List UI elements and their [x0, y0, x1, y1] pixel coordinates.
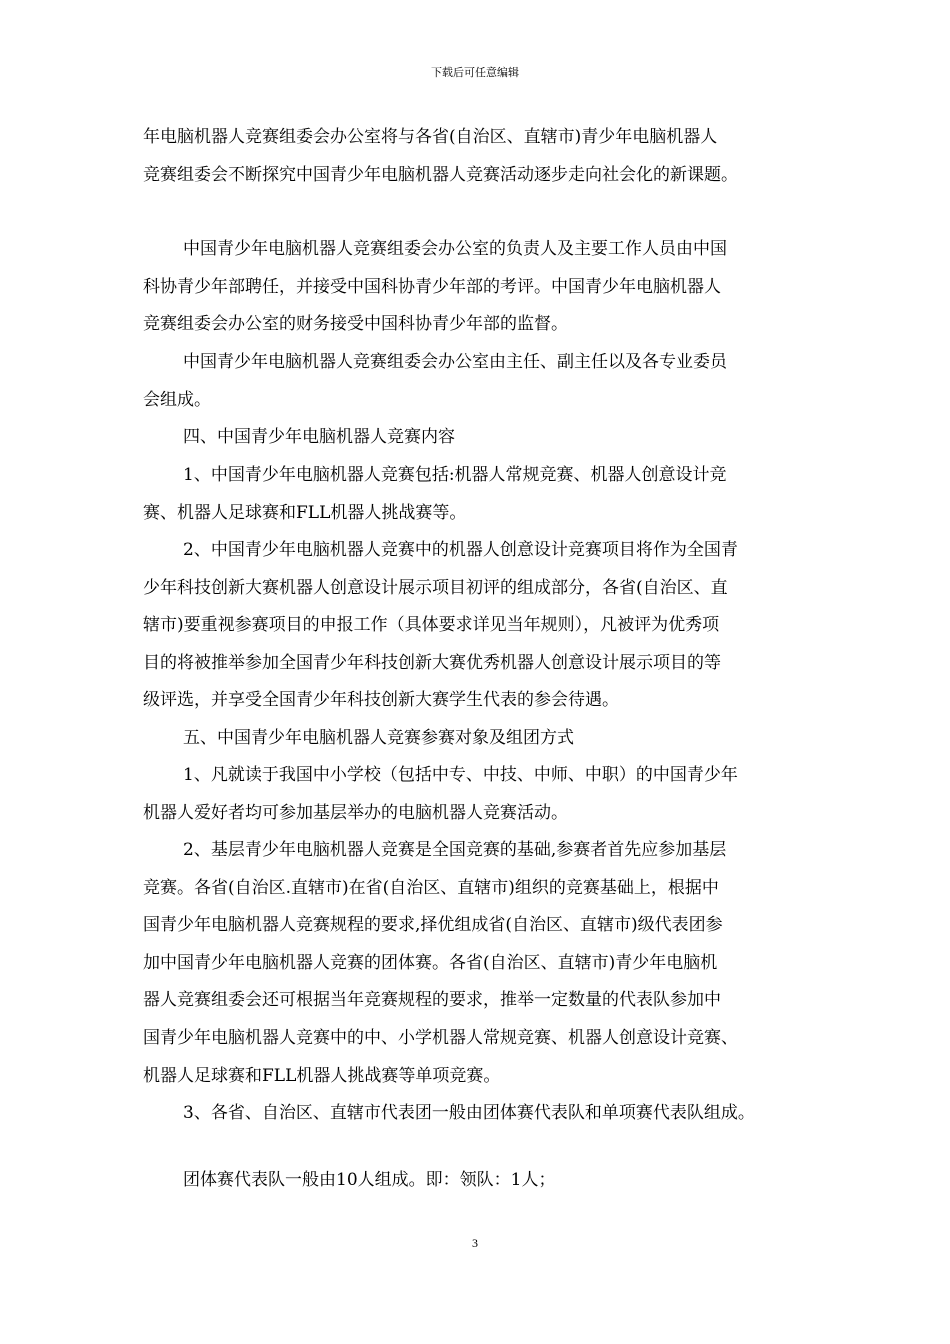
text-line: 加中国青少年电脑机器人竞赛的团体赛。各省(自治区、直辖市)青少年电脑机 [143, 952, 718, 973]
text-line: 竞赛组委会不断探究中国青少年电脑机器人竞赛活动逐步走向社会化的新课题。 [143, 164, 738, 185]
paragraph-item-5-1 [143, 757, 827, 832]
page-header: 下载后可任意编辑 [431, 66, 519, 79]
text-line: 竞赛组委会办公室的财务接受中国科协青少年部的监督。 [143, 314, 568, 335]
text-line: 级评选，并享受全国青少年科技创新大赛学生代表的参会待遇。 [143, 690, 619, 711]
text-line: 赛、机器人足球赛和FLL机器人挑战赛等。 [143, 502, 467, 523]
text-line: 1、凡就读于我国中小学校（包括中专、中技、中师、中职）的中国青少年 [183, 765, 738, 785]
text-line: 器人竞赛组委会还可根据当年竞赛规程的要求，推举一定数量的代表队参加中 [143, 990, 721, 1011]
paragraph-office-staff [143, 231, 827, 344]
paragraph-intro [143, 119, 827, 194]
paragraph-office-composition [143, 344, 827, 419]
text-line: 辖市)要重视参赛项目的申报工作（具体要求详见当年规则），凡被评为优秀项 [143, 615, 720, 636]
paragraph-team-size [143, 1162, 827, 1200]
text-line: 目的将被推举参加全国青少年科技创新大赛优秀机器人创意设计展示项目的等 [143, 652, 721, 673]
text-line: 3、各省、自治区、直辖市代表团一般由团体赛代表队和单项赛代表队组成。 [183, 1103, 755, 1123]
text-line: 中国青少年电脑机器人竞赛组委会办公室的负责人及主要工作人员由中国 [183, 239, 727, 259]
text-line: 年电脑机器人竞赛组委会办公室将与各省(自治区、直辖市)青少年电脑机器人 [143, 127, 718, 147]
text-line: 五、中国青少年电脑机器人竞赛参赛对象及组团方式 [183, 728, 574, 748]
text-line: 机器人爱好者均可参加基层举办的电脑机器人竞赛活动。 [143, 802, 568, 823]
text-line: 国青少年电脑机器人竞赛规程的要求,择优组成省(自治区、直辖市)级代表团参 [143, 915, 723, 936]
text-line: 会组成。 [143, 389, 211, 410]
paragraph-item-5-2 [143, 832, 827, 1095]
text-line: 四、中国青少年电脑机器人竞赛内容 [183, 427, 455, 447]
text-line: 国青少年电脑机器人竞赛中的中、小学机器人常规竞赛、机器人创意设计竞赛、 [143, 1027, 738, 1048]
text-line: 中国青少年电脑机器人竞赛组委会办公室由主任、副主任以及各专业委员 [183, 352, 727, 372]
text-line: 竞赛。各省(自治区.直辖市)在省(自治区、直辖市)组织的竞赛基础上，根据中 [143, 877, 719, 898]
page-number: 3 [472, 1236, 478, 1250]
section-heading-5 [143, 720, 827, 758]
paragraph-item-4-2 [143, 532, 827, 720]
text-line: 机器人足球赛和FLL机器人挑战赛等单项竞赛。 [143, 1065, 501, 1086]
text-line: 少年科技创新大赛机器人创意设计展示项目初评的组成部分，各省(自治区、直 [143, 577, 728, 598]
paragraph-item-4-1 [143, 457, 827, 532]
text-line: 团体赛代表队一般由10人组成。即：领队：1人； [183, 1170, 556, 1190]
section-heading-4 [143, 419, 827, 457]
text-line: 1、中国青少年电脑机器人竞赛包括:机器人常规竞赛、机器人创意设计竞 [183, 465, 727, 485]
text-line: 2、基层青少年电脑机器人竞赛是全国竞赛的基础,参赛者首先应参加基层 [183, 840, 727, 860]
paragraph-item-5-3 [143, 1095, 827, 1133]
text-line: 科协青少年部聘任，并接受中国科协青少年部的考评。中国青少年电脑机器人 [143, 276, 721, 297]
text-line: 2、中国青少年电脑机器人竞赛中的机器人创意设计竞赛项目将作为全国青 [183, 540, 738, 560]
